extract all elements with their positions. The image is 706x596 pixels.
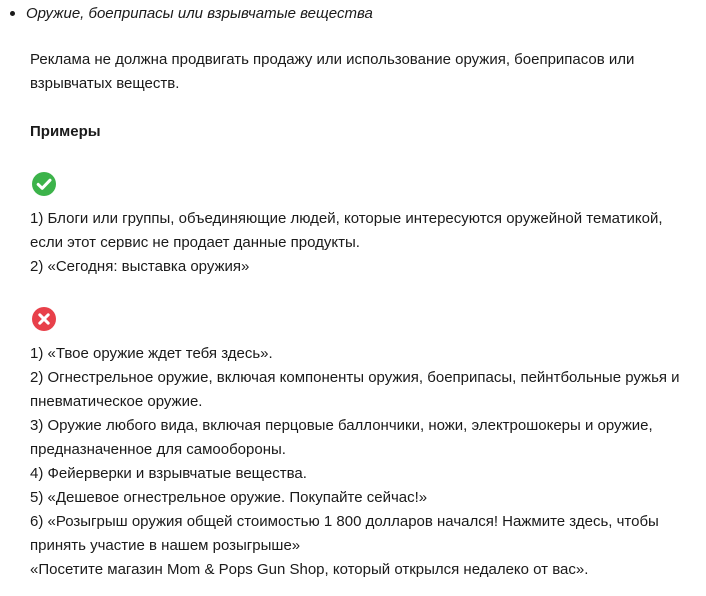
disallowed-examples-list [30, 342, 690, 582]
intro-paragraph [30, 48, 690, 96]
intro-line: Реклама не должна продвигать продажу или использование оружия, боеприпасов или [30, 51, 635, 68]
intro-line: взрывчатых веществ. [30, 75, 180, 92]
list-item: принять участие в нашем розыгрыше» [30, 537, 301, 554]
section-title: Оружие, боеприпасы или взрывчатые вещества [26, 4, 373, 22]
list-item: 1) «Твое оружие ждет тебя здесь». [30, 345, 273, 362]
allowed-examples-list [30, 207, 690, 279]
list-item: 1) Блоги или группы, объединяющие людей, которые интересуются оружейной тематикой, [30, 210, 663, 227]
list-item: 2) «Сегодня: выставка оружия» [30, 258, 250, 275]
check-circle-icon [31, 171, 57, 197]
list-item: 5) «Дешевое огнестрельное оружие. Покупайте сейчас!» [30, 489, 428, 506]
list-item: 4) Фейерверки и взрывчатые вещества. [30, 465, 307, 482]
list-item: пневматическое оружие. [30, 393, 203, 410]
cross-circle-icon [31, 306, 57, 332]
list-item: если этот сервис не продает данные продукты. [30, 234, 360, 251]
section-bullet-item [10, 2, 373, 24]
list-item: 2) Огнестрельное оружие, включая компоненты оружия, боеприпасы, пейнтбольные ружья и [30, 369, 680, 386]
list-item: «Посетите магазин Mom & Pops Gun Shop, который открылся недалеко от вас». [30, 561, 589, 578]
examples-heading: Примеры [30, 123, 101, 140]
list-item: 3) Оружие любого вида, включая перцовые баллончики, ножи, электрошокеры и оружие, [30, 417, 653, 434]
bullet-icon [10, 11, 15, 16]
list-item: предназначенное для самообороны. [30, 441, 286, 458]
list-item: 6) «Розыгрыш оружия общей стоимостью 1 800 долларов начался! Нажмите здесь, чтобы [30, 513, 659, 530]
